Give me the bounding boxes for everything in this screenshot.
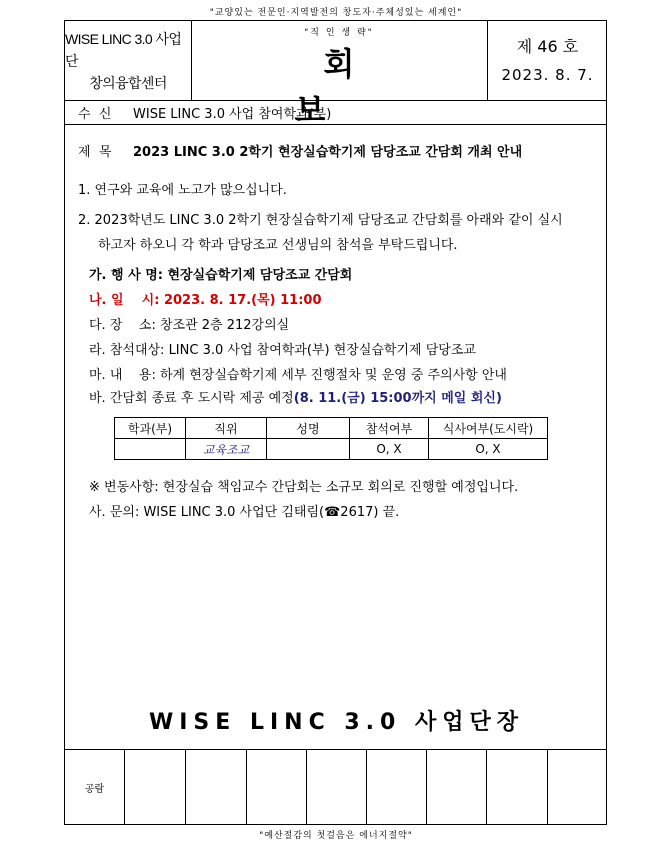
organization-block: [65, 21, 191, 100]
table-header: 참석여부: [350, 418, 429, 439]
issue-block: [487, 21, 608, 100]
organization-name: WISE LINC 3.0 사업단: [65, 30, 182, 69]
table-cell: 교육조교: [186, 439, 267, 460]
item-event-name: 가. 행 사 명: 현장실습학기제 담당조교 간담회: [89, 268, 353, 283]
organization-center: 창의융합센터: [89, 74, 167, 91]
paragraph-2-line-1: 2. 2023학년도 LINC 3.0 2학기 현장실습학기제 담당조교 간담회를 아래와 같이 실시: [78, 213, 563, 228]
circulation-box-divider: [185, 749, 186, 825]
table-header: 직위: [186, 418, 267, 439]
item-attendees: 라. 참석대상: LINC 3.0 사업 참여학과(부) 현장실습학기제 담당조교: [89, 343, 476, 358]
document-title: 회 보: [294, 45, 413, 129]
table-cell: [267, 439, 350, 460]
paragraph-2-line-2: 하고자 하오니 각 학과 담당조교 선생님의 참석을 부탁드립니다.: [98, 238, 458, 253]
change-note: ※ 변동사항: 현장실습 책임교수 간담회는 소규모 회의로 진행할 예정입니다.: [89, 480, 519, 495]
divider: [65, 749, 606, 750]
recipient-row: [78, 103, 331, 122]
contact-note: 사. 문의: WISE LINC 3.0 사업단 김태림(☎2617) 끝.: [89, 505, 400, 520]
recipient-label: 수 신: [78, 107, 112, 122]
lunch-note-text: 바. 간담회 종료 후 도시락 제공 예정: [89, 391, 294, 406]
circulation-box-divider: [366, 749, 367, 825]
item-location: 다. 장 소: 창조관 2층 212강의실: [89, 318, 290, 333]
item-lunch-note: [89, 387, 502, 406]
circulation-label: 공람: [84, 783, 105, 795]
circulation-box-divider: [246, 749, 247, 825]
recipient-value: WISE LINC 3.0 사업 참여학과(부): [133, 107, 332, 122]
circulation-box-divider: [306, 749, 307, 825]
table-header-row: [115, 418, 548, 439]
circulation-box-divider: [426, 749, 427, 825]
table-row: [115, 439, 548, 460]
table-cell: [115, 439, 186, 460]
subject-label: 제 목: [78, 145, 112, 160]
table-header: 식사여부(도시락): [429, 418, 548, 439]
table-header: 학과(부): [115, 418, 186, 439]
table-cell: O, X: [429, 439, 548, 460]
paragraph-1: 1. 연구와 교육에 노고가 많으십니다.: [78, 183, 287, 198]
bottom-slogan: "예산절감의 첫걸음은 에너지절약": [259, 831, 413, 841]
item-datetime: 나. 일 시: 2023. 8. 17.(목) 11:00: [89, 293, 322, 308]
reply-table: [114, 417, 548, 460]
top-slogan: "교양있는 전문인·지역발전의 창도자·주체성있는 세계인": [209, 8, 463, 18]
reply-deadline: (8. 11.(금) 15:00까지 메일 회신): [293, 391, 502, 406]
document-frame: [64, 20, 607, 825]
table-cell: O, X: [350, 439, 429, 460]
sender-title: WISE LINC 3.0 사업단장: [148, 710, 525, 735]
subject-row: [78, 141, 522, 160]
issue-date: 2023. 8. 7.: [501, 65, 594, 84]
circulation-box-divider: [547, 749, 548, 825]
item-content: 마. 내 용: 하계 현장실습학기제 세부 진행절차 및 운영 중 주의사항 안내: [89, 368, 507, 383]
issue-number: 제 46 호: [516, 36, 579, 56]
subject-value: 2023 LINC 3.0 2학기 현장실습학기제 담당조교 간담회 개최 안내: [133, 145, 523, 160]
circulation-box-divider: [124, 749, 125, 825]
circulation-box-divider: [486, 749, 487, 825]
table-header: 성명: [267, 418, 350, 439]
divider: [65, 124, 606, 125]
seal-omitted-note: "직 인 생 략": [304, 28, 374, 38]
